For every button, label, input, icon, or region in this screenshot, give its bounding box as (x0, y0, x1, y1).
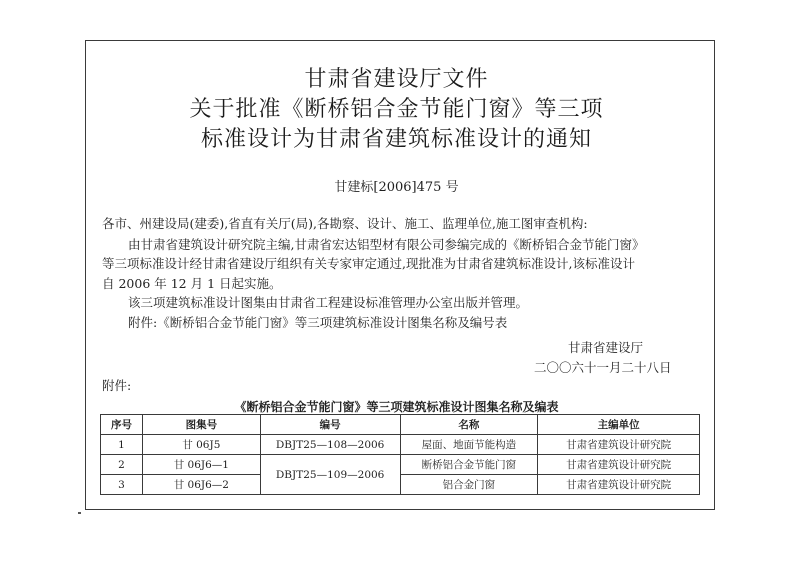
signature-org: 甘肃省建设厅 (568, 340, 644, 355)
column-header-code: 编号 (260, 415, 400, 435)
table-caption: 《断桥铝合金节能门窗》等三项建筑标准设计图集名称及编表 (234, 400, 559, 414)
cell-atlas: 甘 06J6—2 (142, 475, 260, 495)
cell-atlas: 甘 06J6—1 (142, 455, 260, 475)
doc-title-line-2: 关于批准《断桥铝合金节能门窗》等三项 (189, 97, 604, 122)
paragraph-3-attachment-ref: 附件:《断桥铝合金节能门窗》等三项建筑标准设计图集名称及编号表 (128, 315, 508, 330)
cell-name: 铝合金门窗 (400, 475, 538, 495)
column-header-seq: 序号 (101, 415, 143, 435)
table-row (101, 455, 700, 475)
cell-code: DBJT25—108—2006 (260, 435, 400, 455)
paragraph-2: 该三项建筑标准设计图集由甘肃省工程建设标准管理办公室出版并管理。 (128, 295, 529, 310)
cell-unit: 甘肃省建筑设计研究院 (538, 435, 700, 455)
table-row (101, 475, 700, 495)
cell-seq: 2 (101, 455, 143, 475)
cell-seq: 3 (101, 475, 143, 495)
document-number: 甘建标[2006]475 号 (334, 180, 459, 195)
signature-date: 二〇〇六十一月二十八日 (534, 360, 672, 375)
standards-table (100, 414, 700, 495)
paragraph-1-line-1: 由甘肃省建筑设计研究院主编,甘肃省宏达铝型材有限公司参编完成的《断桥铝合金节能门窗》 (128, 237, 645, 252)
paragraph-1-line-2: 等三项标准设计经甘肃省建设厅组织有关专家审定通过,现批准为甘肃省建筑标准设计,该标准设计 (102, 256, 635, 271)
table-row (101, 435, 700, 455)
recipients-line: 各市、州建设局(建委),省直有关厅(局),各勘察、设计、施工、监理单位,施工图审查机构: (102, 216, 588, 231)
cell-unit: 甘肃省建筑设计研究院 (538, 475, 700, 495)
column-header-atlas: 图集号 (142, 415, 260, 435)
column-header-name: 名称 (400, 415, 538, 435)
cell-unit: 甘肃省建筑设计研究院 (538, 455, 700, 475)
column-header-unit: 主编单位 (538, 415, 700, 435)
doc-title-line-1: 甘肃省建设厅文件 (304, 67, 489, 92)
cell-atlas: 甘 06J5 (142, 435, 260, 455)
cell-code-merged: DBJT25—109—2006 (260, 455, 400, 495)
attachment-label: 附件: (102, 378, 132, 393)
scan-mark (78, 512, 81, 514)
doc-title-line-3: 标准设计为甘肃省建筑标准设计的通知 (200, 127, 592, 152)
paragraph-1-line-3: 自 2006 年 12 月 1 日起实施。 (102, 276, 282, 291)
table-header-row (101, 415, 700, 435)
cell-name: 断桥铝合金节能门窗 (400, 455, 538, 475)
cell-seq: 1 (101, 435, 143, 455)
cell-name: 屋面、地面节能构造 (400, 435, 538, 455)
